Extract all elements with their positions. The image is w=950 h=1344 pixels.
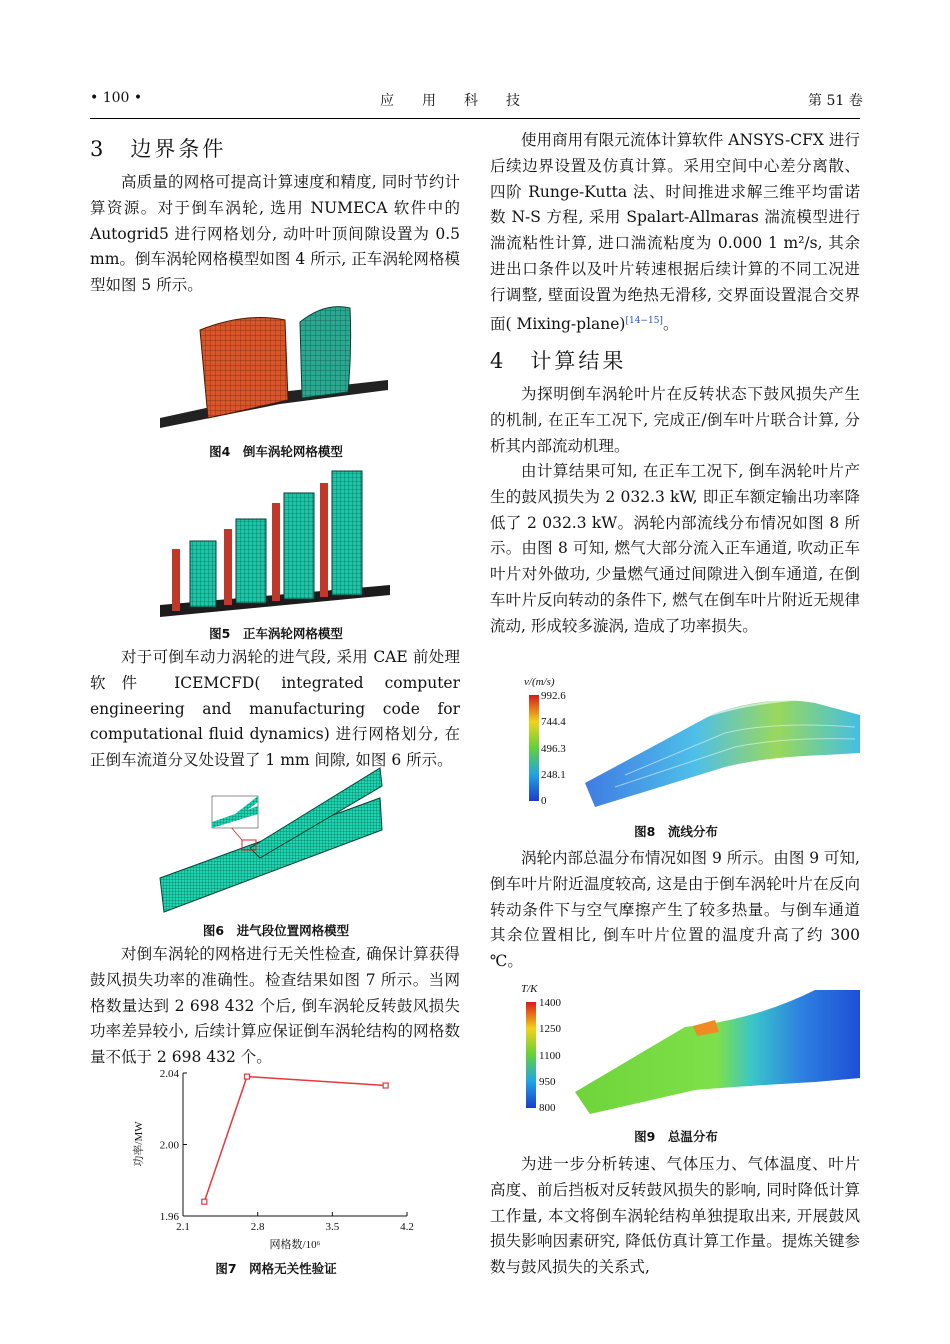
fig6-zoom-inset — [212, 796, 258, 828]
fig5-blade-row — [172, 471, 362, 611]
fig9-legend-title: T/K — [521, 983, 538, 995]
fig8-tick-4: 248.1 — [541, 769, 566, 781]
fig8-tick-3: 496.3 — [541, 743, 566, 755]
right-paragraph-1-text: 使用商用有限元流体计算软件 ANSYS-CFX 进行后续边界设置及仿真计算。采用空间中心差分离散、四阶 Runge-Kutta 法、时间推进求解三维平均雷诺数 N-S 方程, 采用 Spalart-Allmaras 湍流模型进行湍流粘性计算, 进口湍流粘度为 0.000 1 m²/s, 其余进出口条件以及叶片转速根据后续计算的不同工况进行调整, 壁面设置为绝热无滑移, 交界面设置混合交界面( Mixing-plane) — [490, 131, 860, 333]
chart7-data-point — [383, 1083, 388, 1088]
fig9-tick-4: 950 — [539, 1076, 556, 1088]
fig8-colorbar — [529, 695, 539, 801]
figure-5-caption: 图5 正车涡轮网格模型 — [209, 626, 343, 641]
figure-5-image — [160, 465, 390, 620]
chart7-x-tick-label: 3.5 — [325, 1221, 340, 1233]
chart7-x-tick-label: 2.8 — [250, 1221, 265, 1233]
figure-9-caption: 图9 总温分布 — [634, 1129, 718, 1144]
chart7-y-tick-label: 1.96 — [159, 1211, 179, 1223]
left-paragraph-3: 对倒车涡轮的网格进行无关性检查, 确保计算获得鼓风损失功率的准确性。检查结果如图 7 所示。当网格数量达到 2 698 432 个后, 倒车涡轮反转鼓风损失功率差异较小, 后续计算应保证倒车涡轮结构的网格数量不低于 2 698 432 个。 — [90, 945, 460, 1067]
chart7-series-line — [204, 1077, 385, 1202]
right-paragraph-5: 为进一步分析转速、气体压力、气体温度、叶片高度、前后挡板对反转鼓风损失的影响, 同时降低计算工作量, 本文将倒车涡轮结构单独提取出来, 开展鼓风损失影响因素研究, 降低仿真计算工作量。提炼关键参数与鼓风损失的关系式, — [490, 1155, 860, 1277]
fig4-teal-blade — [300, 307, 351, 398]
fig8-tick-1: 992.6 — [541, 690, 566, 702]
right-paragraph-1-end: 。 — [662, 314, 679, 333]
figure-6-image — [160, 768, 385, 913]
section-4-title: 4 计算结果 — [490, 349, 627, 373]
page-number: • 100 • — [90, 90, 143, 106]
figure-6-caption: 图6 进气段位置网格模型 — [202, 923, 350, 938]
left-paragraph-2: 对于可倒车动力涡轮的进气段, 采用 CAE 前处理软件 ICEMCFD( integrated computer engineering and manufacturing code for computational fluid dynamics) 进行网格划分, 在正倒车流道分叉处设置了 1 mm 间隙, 如图 6 所示。 — [90, 648, 460, 770]
figure-7-chart — [128, 1066, 428, 1256]
right-paragraph-2: 为探明倒车涡轮叶片在反转状态下鼓风损失产生的机制, 在正车工况下, 完成正/倒车叶片联合计算, 分析其内部流动机理。 — [490, 385, 860, 455]
fig9-tick-3: 1100 — [539, 1050, 561, 1062]
header-rule — [90, 118, 860, 119]
fig8-legend-title: v/(m/s) — [524, 676, 555, 688]
chart7-x-tick-label: 2.1 — [176, 1221, 190, 1233]
fig9-tick-5: 800 — [539, 1102, 556, 1114]
section-3-title: 3 边界条件 — [90, 137, 227, 161]
fig6-main-duct — [160, 798, 382, 912]
figure-8-image — [515, 675, 865, 810]
fig9-tick-2: 1250 — [539, 1023, 561, 1035]
fig9-tick-1: 1400 — [539, 997, 561, 1009]
fig8-tick-2: 744.4 — [541, 716, 566, 728]
chart7-y-tick-label: 2.00 — [159, 1139, 179, 1152]
chart7-y-tick-label: 2.04 — [159, 1068, 179, 1080]
right-paragraph-1 — [490, 128, 860, 338]
fig4-orange-blade — [200, 318, 288, 418]
left-paragraph-1: 高质量的网格可提高计算速度和精度, 同时节约计算资源。对于倒车涡轮, 选用 NUMECA 软件中的 Autogrid5 进行网格划分, 动叶叶顶间隙设置为 0.5 mm。倒车涡轮网格模型如图 4 所示, 正车涡轮网格模型如图 5 所示。 — [90, 173, 460, 295]
chart7-data-point — [202, 1199, 207, 1204]
right-paragraph-4: 涡轮内部总温分布情况如图 9 所示。由图 9 可知, 倒车叶片附近温度较高, 这是由于倒车涡轮叶片在反向转动条件下与空气摩擦产生了较多热量。与倒车通道其余位置相比, 倒车叶片位置的温度升高了约 300 ℃。 — [490, 849, 860, 971]
figure-7-caption: 图7 网格无关性验证 — [215, 1261, 337, 1276]
fig8-streamline-field — [585, 699, 860, 807]
fig9-temperature-field — [575, 990, 860, 1114]
chart7-xlabel: 网格数/10⁶ — [269, 1239, 321, 1251]
figure-4-image — [160, 300, 390, 430]
fig8-tick-5: 0 — [541, 795, 547, 807]
volume-label: 第 51 卷 — [808, 93, 863, 109]
citation-14-15[interactable]: [14−15] — [625, 315, 663, 326]
figure-9-image — [515, 982, 865, 1114]
fig9-colorbar — [526, 1002, 536, 1108]
figure-8-caption: 图8 流线分布 — [634, 824, 718, 839]
chart7-data-point — [245, 1074, 250, 1079]
figure-4-caption: 图4 倒车涡轮网格模型 — [209, 444, 343, 459]
chart7-ylabel: 功率/MW — [133, 1121, 145, 1167]
right-paragraph-3: 由计算结果可知, 在正车工况下, 倒车涡轮叶片产生的鼓风损失为 2 032.3 kW, 即正车额定输出功率降低了 2 032.3 kW。涡轮内部流线分布情况如图 8 所示。由图 8 可知, 燃气大部分流入正车通道, 吹动正车叶片对外做功, 少量燃气通过间隙进入倒车通道, 在倒车叶片反向转动的条件下, 燃气在倒车叶片附近无规律流动, 形成较多漩涡, 造成了功率损失。 — [490, 462, 860, 635]
journal-name: 应 用 科 技 — [380, 93, 520, 109]
chart7-x-tick-label: 4.2 — [400, 1221, 414, 1233]
